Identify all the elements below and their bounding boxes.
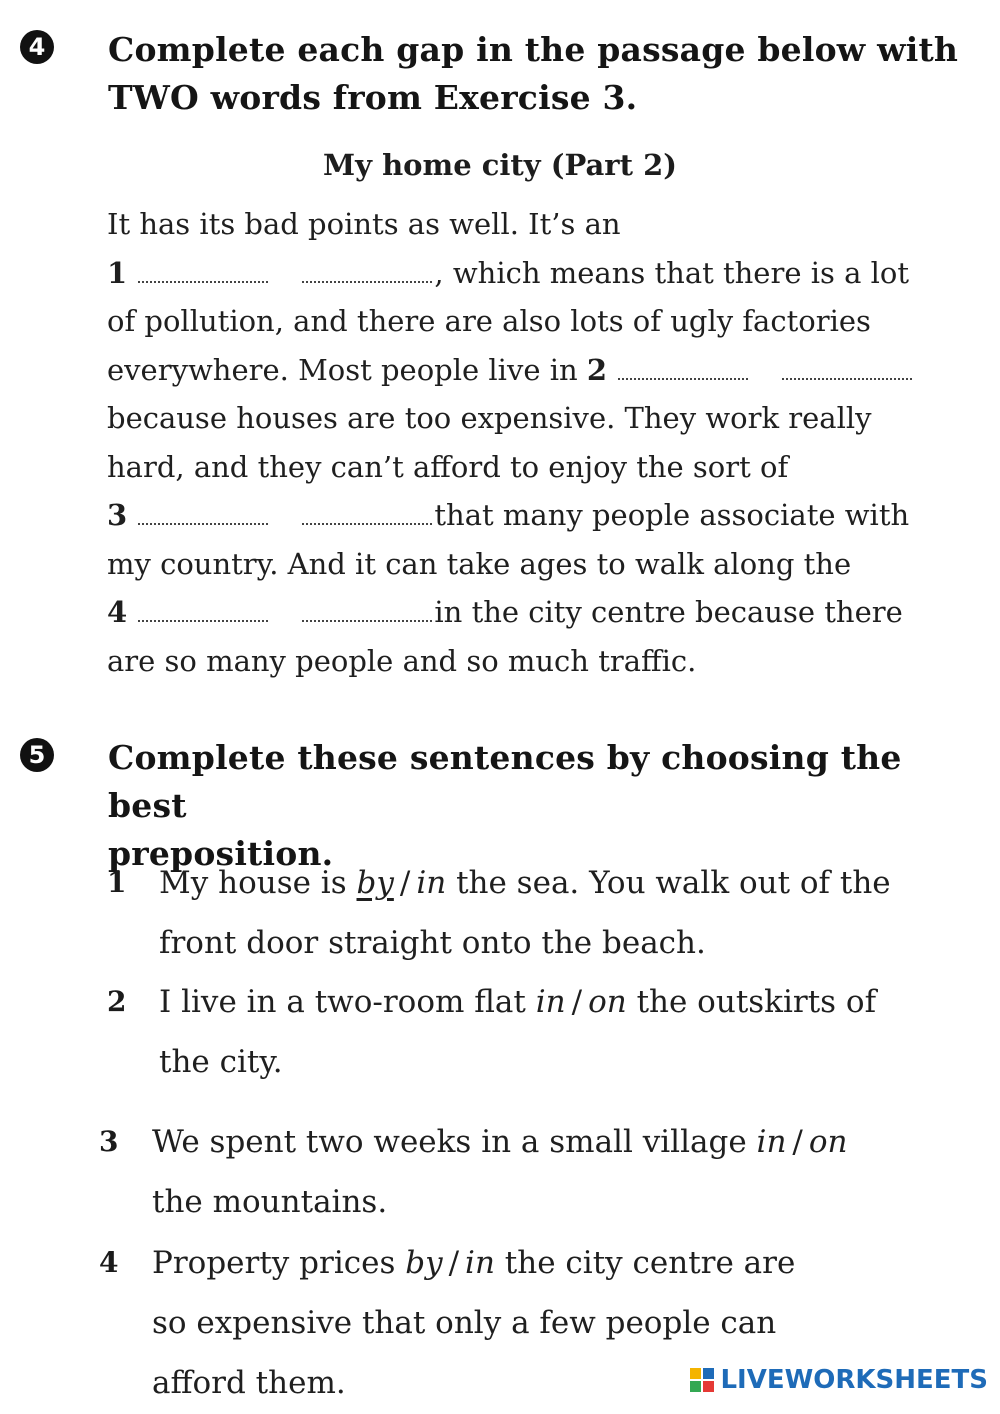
item-line-1 (152, 1233, 795, 1293)
passage-text: because houses are too expensive. They work really (107, 401, 872, 435)
gap-4a-blank[interactable] (138, 614, 268, 622)
gap-2a-blank[interactable] (618, 372, 748, 380)
option-by[interactable]: by (356, 865, 394, 901)
option-in[interactable]: in (535, 984, 566, 1020)
item-line-1 (152, 1112, 848, 1172)
item-text: the outskirts of (636, 984, 877, 1020)
option-in[interactable]: in (465, 1245, 495, 1281)
liveworksheets-logo (690, 1360, 988, 1400)
exercise-5-number-badge: 5 (20, 738, 54, 772)
item-text: I live in a two-room flat (159, 984, 526, 1020)
exercise-4-instruction-line-1: Complete each gap in the passage below with (108, 30, 959, 69)
gap-3b-blank[interactable] (302, 517, 432, 525)
passage-text: in the city centre because there (434, 595, 903, 629)
passage-text: that many people associate with (434, 498, 910, 532)
passage-line (107, 297, 987, 346)
passage-text: are so many people and so much traffic. (107, 643, 697, 678)
liveworksheets-logo-text: LIVEWORKSHEETS (720, 1365, 988, 1395)
item-text: My house is (159, 865, 347, 901)
exercise-4-number-badge: 4 (20, 30, 54, 64)
gap-3a-blank[interactable] (138, 517, 268, 525)
item-line-2: the city. (159, 1044, 283, 1080)
passage-line (107, 249, 987, 298)
item-number: 4 (99, 1246, 119, 1279)
passage-line (107, 637, 987, 686)
gap-2b-blank[interactable] (782, 372, 912, 380)
option-in[interactable]: in (756, 1124, 787, 1160)
option-separator: / (399, 865, 411, 901)
option-separator: / (571, 984, 583, 1020)
gap-number: 3 (107, 498, 128, 532)
exercise-5-instruction-line-2: preposition. (108, 834, 334, 873)
exercise-4-header (20, 26, 980, 122)
exercise-4-instruction-line-2: TWO words from Exercise 3. (108, 78, 638, 117)
item-text: the sea. You walk out of the (456, 865, 891, 901)
item-line-2: so expensive that only a few people can (152, 1305, 777, 1341)
option-by[interactable]: by (405, 1245, 443, 1281)
gap-1b-blank[interactable] (302, 275, 432, 283)
option-on[interactable]: on (588, 984, 627, 1020)
exercise-5-instruction-line-1: Complete these sentences by choosing the best (108, 738, 902, 825)
gap-4b-blank[interactable] (302, 614, 432, 622)
passage-text: , which means that there is a lot (434, 255, 909, 290)
liveworksheets-logo-icon (690, 1368, 714, 1392)
item-number: 2 (107, 985, 127, 1018)
option-in[interactable]: in (416, 865, 447, 901)
item-line-3: afford them. (152, 1365, 346, 1401)
option-separator: / (448, 1245, 460, 1281)
item-line-1 (159, 853, 891, 913)
item-line-2: the mountains. (152, 1184, 388, 1220)
item-text: the city centre are (504, 1245, 796, 1281)
option-on[interactable]: on (808, 1124, 848, 1160)
passage-line (107, 346, 987, 395)
passage-line (107, 443, 987, 492)
passage-line (107, 540, 987, 589)
gap-1a-blank[interactable] (138, 275, 268, 283)
passage-line (107, 394, 987, 443)
passage-text: hard, and they can’t afford to enjoy the sort of (107, 449, 789, 484)
passage-text: It has its bad points as well. It’s an (107, 207, 621, 241)
gap-number: 4 (107, 595, 128, 629)
passage-title: My home city (Part 2) (323, 148, 677, 182)
gap-number: 2 (586, 352, 608, 387)
item-line-2: front door straight onto the beach. (159, 925, 706, 961)
passage-text: of pollution, and there are also lots of ugly factories (107, 304, 871, 338)
passage-text: my country. And it can take ages to walk along the (107, 546, 852, 581)
item-line-1 (159, 972, 876, 1032)
item-text: Property prices (152, 1245, 396, 1281)
item-number: 1 (107, 866, 127, 899)
passage-line (107, 200, 987, 249)
gap-number: 1 (107, 255, 128, 290)
item-number: 3 (99, 1125, 119, 1158)
item-text: We spent two weeks in a small village (152, 1124, 747, 1160)
passage (107, 200, 987, 685)
passage-line (107, 491, 987, 540)
option-separator: / (792, 1124, 803, 1160)
passage-text: everywhere. Most people live in (107, 352, 578, 387)
passage-line (107, 588, 987, 637)
